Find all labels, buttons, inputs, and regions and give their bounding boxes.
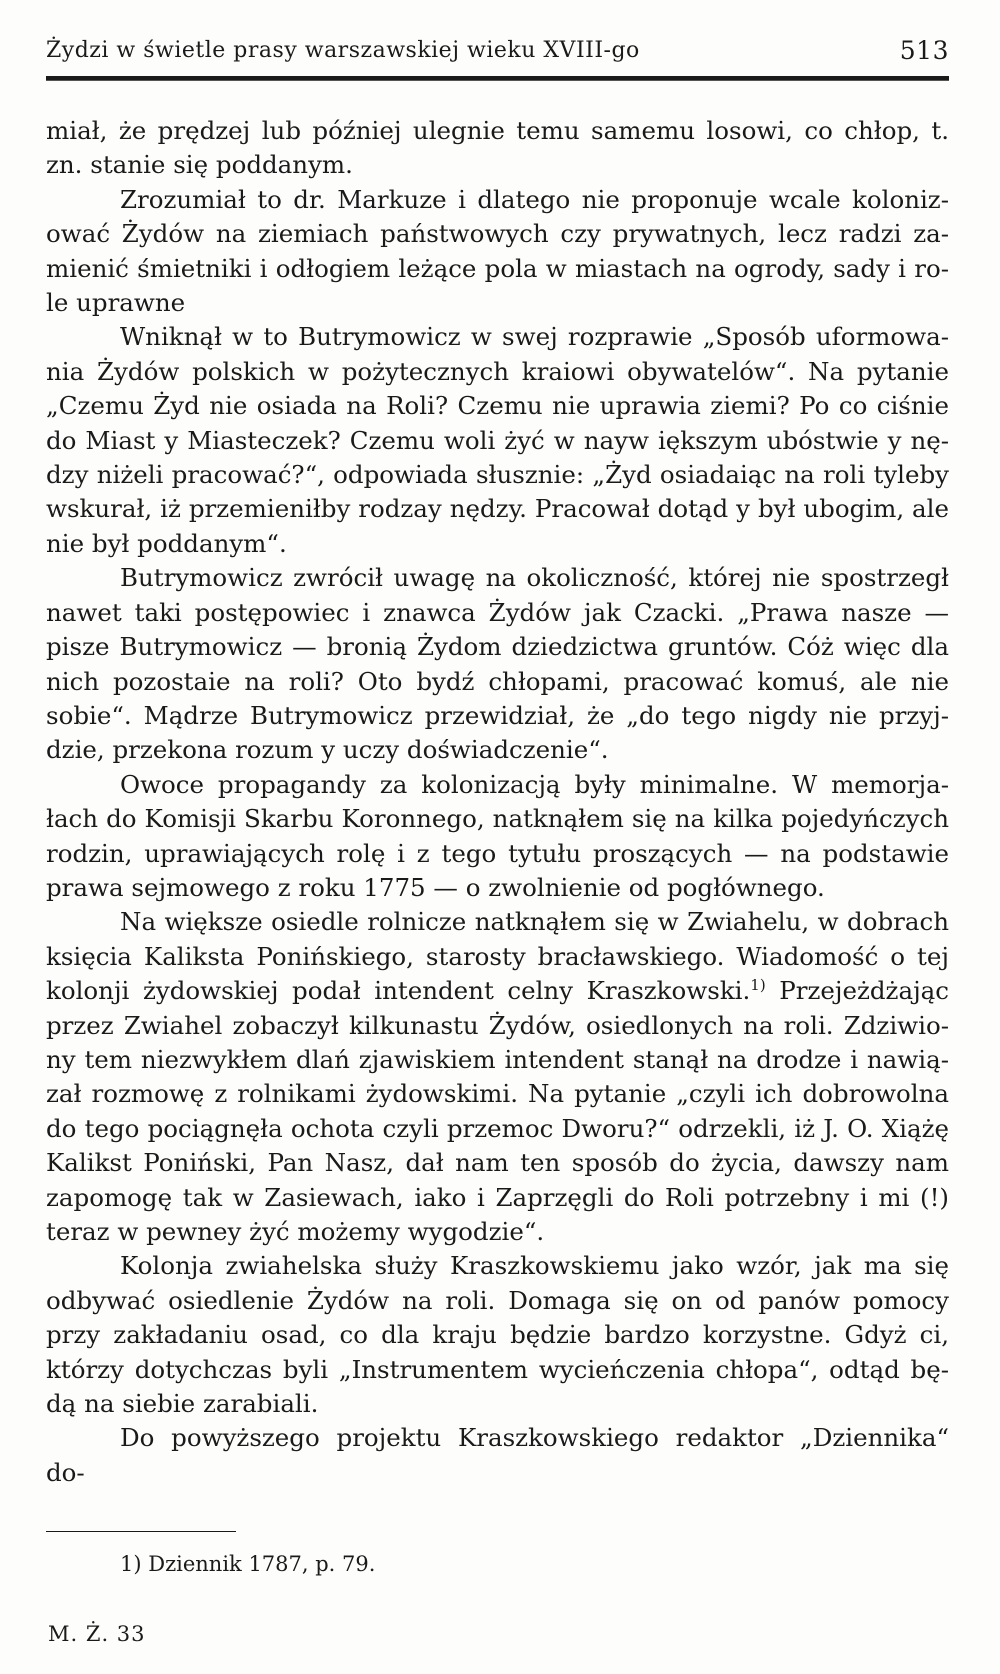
paragraph-2: Zrozumiał to dr. Markuze i dlatego nie proponuje wcale kolonizować Żydów na ziemiach państwowych czy prywatnych, lecz radzi zamienić śmietniki i odłogiem leżące pola w miastach na ogrody, sady i role uprawne (46, 184, 949, 318)
footnote: 1) Dziennik 1787, p. 79. (120, 1552, 376, 1576)
paragraph-3: Wniknął w to Butrymowicz w swej rozprawie „Sposób uformowania Żydów polskich w pożytecznych kraiowi obywatelów“. Na pytanie „Czemu Żyd nie osiada na Roli? Czemu nie uprawia ziemi? Po co ciśnie do Miast y Miasteczek? Czemu woli żyć w nayw iększym ubóstwie y nędzy niżeli pracować?“, odpowiada słusznie: „Żyd osiadaiąc na roli tyleby wskurał, iż przemieniłby rodzay nędzy. Pracował dotąd y był ubogim, ale nie był poddanym“. (46, 322, 949, 558)
paragraph-6 (46, 905, 949, 1249)
paragraph-6-text-after: Przejeżdżając przez Zwiahel zobaczył kilkunastu Żydów, osiedlonych na roli. Zdziwiony tem niezwykłem dlań zjawiskiem intendent stanął na drodze i nawiązał rozmowę z rolnikami żydowskimi. Na pytanie „czyli ich dobrowolna do tego pociągnęła ochota czyli przemoc Dworu?“ odrzekli, iż J. O. Xiążę Kalikst Poniński, Pan Nasz, dał nam ten sposób do życia, dawszy nam zapomogę tak w Zasiewach, iako i Zaprzęgli do Roli potrzebny i mi (!) teraz w pewney żyć możemy wygodzie“. (46, 976, 949, 1246)
paragraph-7: Kolonja zwiahelska służy Kraszkowskiemu jako wzór, jak ma się odbywać osiedlenie Żydów na roli. Domaga się on od panów pomocy przy zakładaniu osad, co dla kraju będzie bardzo korzystne. Gdyż ci, którzy dotychczas byli „Instrumentem wycieńczenia chłopa“, odtąd będą na siebie zarabiali. (46, 1251, 949, 1419)
header-rule (46, 76, 949, 81)
running-title: Żydzi w świetle prasy warszawskiej wieku XVIII-go (46, 38, 640, 63)
footnote-reference[interactable]: 1) (750, 976, 766, 994)
paragraph-4: Butrymowicz zwrócił uwagę na okoliczność, której nie spostrzegł nawet taki postępowiec i znawca Żydów jak Czacki. „Prawa nasze — pisze Butrymowicz — bronią Żydom dziedzictwa gruntów. Cóż więc dla nich pozostaie na roli? Oto bydź chłopami, pracować komuś, ale nie sobie“. Mądrze Butrymowicz przewidział, że „do tego nigdy nie przyjdzie, przekona rozum y uczy doświadczenie“. (46, 563, 949, 765)
paragraph-1: miał, że prędzej lub później ulegnie temu samemu losowi, co chłop, t. zn. stanie się poddanym. (46, 116, 949, 180)
paragraph-6-text: Na większe osiedle rolnicze natknąłem się w Zwiahelu, w dobrach księcia Kaliksta Ponińskiego, starosty bracławskiego. Wiadomość o tej kolonji żydowskiej podał intendent celny Kraszkowski. (46, 907, 949, 1006)
running-head (46, 36, 949, 70)
page-number: 513 (899, 36, 949, 65)
body-text (46, 114, 949, 1490)
printer-signature: M. Ż. 33 (48, 1622, 146, 1646)
paragraph-5: Owoce propagandy za kolonizacją były minimalne. W memorjałach do Komisji Skarbu Koronnego, natknąłem się na kilka pojedyńczych rodzin, uprawiających rolę i z tego tytułu proszących — na podstawie prawa sejmowego z roku 1775 — o zwolnienie od pogłównego. (46, 769, 949, 902)
footnote-rule (46, 1531, 236, 1532)
paragraph-8: Do powyższego projektu Kraszkowskiego redaktor „Dziennika“ do- (46, 1423, 949, 1487)
